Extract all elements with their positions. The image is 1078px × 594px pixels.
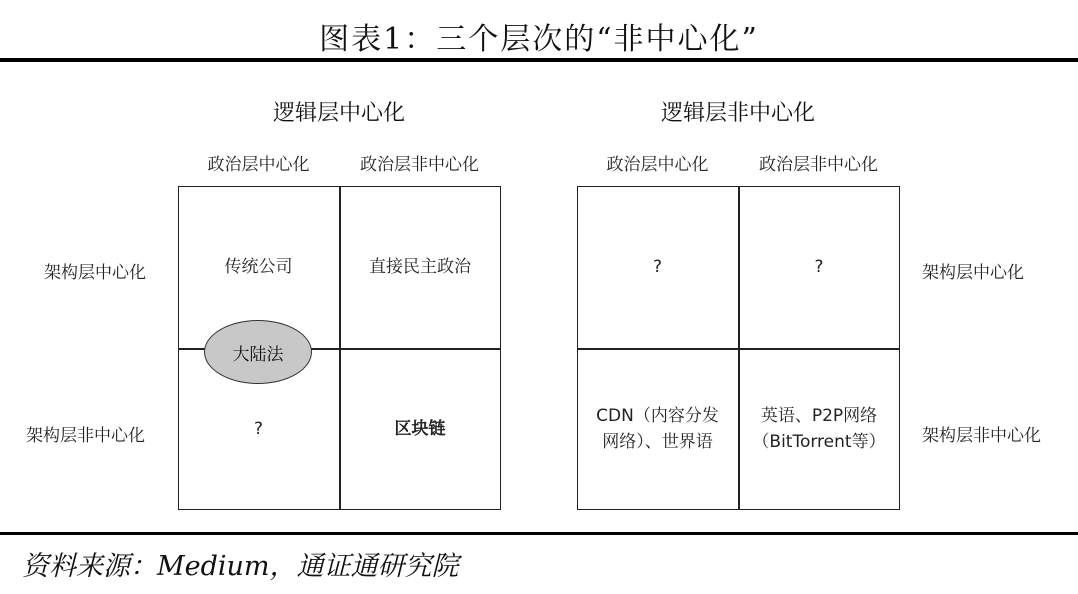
top-rule bbox=[0, 58, 1078, 62]
right-panel-title: 逻辑层非中心化 bbox=[660, 101, 815, 126]
right-row-label-0: 架构层中心化 bbox=[922, 263, 1024, 283]
bottom-rule bbox=[0, 532, 1078, 535]
civil-law-ellipse: 大陆法 bbox=[204, 320, 312, 384]
left-cell-r0c0: 传统公司 bbox=[224, 256, 293, 277]
left-col-label-0: 政治层中心化 bbox=[207, 155, 310, 175]
right-cell-r1c1 bbox=[738, 349, 900, 510]
right-col-label-0: 政治层中心化 bbox=[606, 155, 709, 175]
left-cell-r1c1: 区块链 bbox=[394, 418, 446, 439]
left-row-label-1: 架构层非中心化 bbox=[26, 426, 145, 446]
left-col-label-1: 政治层非中心化 bbox=[360, 155, 479, 175]
right-cell-r0c0: ? bbox=[652, 256, 663, 277]
right-cell-r1c0-line2: 网络）、世界语 bbox=[602, 431, 713, 452]
left-cell-r0c1: 直接民主政治 bbox=[369, 256, 471, 277]
right-cell-r1c0 bbox=[577, 349, 738, 510]
left-cell-r1c0: ? bbox=[253, 418, 264, 439]
right-cell-r1c0-line1: CDN（内容分发 bbox=[596, 406, 719, 426]
right-row-label-1: 架构层非中心化 bbox=[922, 426, 1041, 446]
left-panel-title: 逻辑层中心化 bbox=[272, 101, 405, 126]
figure-title: 图表1：三个层次的“非中心化” bbox=[319, 22, 759, 57]
right-cell-r0c1: ? bbox=[814, 256, 824, 277]
right-cell-r1c1-line2: （BitTorrent等） bbox=[752, 431, 886, 452]
right-col-label-1: 政治层非中心化 bbox=[759, 155, 878, 175]
source-note: 资料来源：Medium，通证通研究院 bbox=[22, 551, 459, 582]
left-row-label-0: 架构层中心化 bbox=[44, 263, 146, 283]
right-cell-r1c1-line1: 英语、P2P网络 bbox=[760, 406, 878, 426]
